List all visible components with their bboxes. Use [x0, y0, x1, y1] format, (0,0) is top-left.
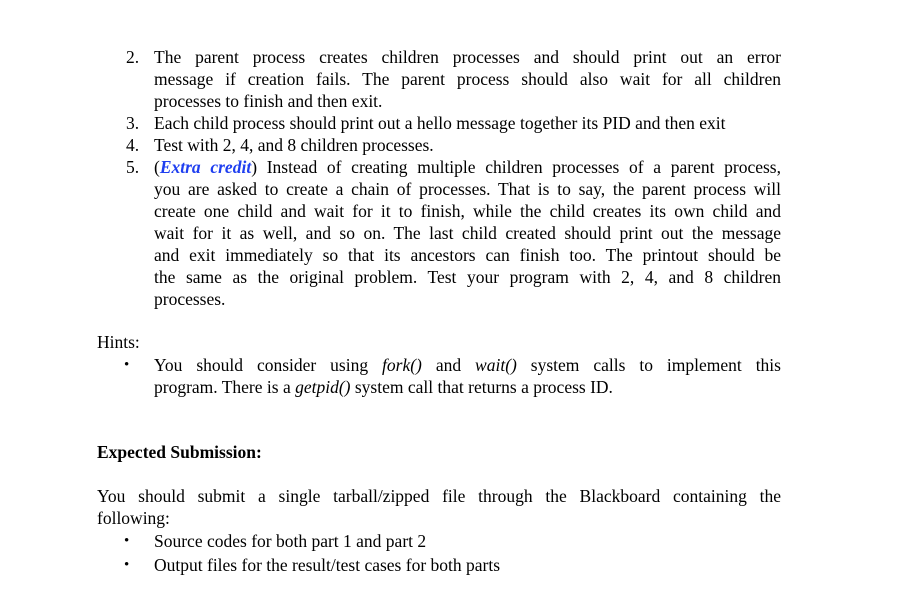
- bullet-icon: •: [124, 533, 130, 549]
- hints-label: Hints:: [97, 332, 140, 352]
- hint-text: system calls to implement this: [516, 355, 781, 375]
- list-item-text-line: Test with 2, 4, and 8 children processes.: [154, 135, 434, 155]
- list-number: 5.: [126, 157, 140, 177]
- submission-text-line: You should submit a single tarball/zipped file through the Blackboard containing the: [97, 486, 781, 506]
- list-item-text-line: create one child and wait for it to finish, while the child creates its own child and: [154, 201, 781, 221]
- list-item-text-line: you are asked to create a chain of processes. That is to say, the parent process will: [154, 179, 781, 199]
- extra-credit-label: Extra credit: [159, 157, 252, 177]
- fork-call: fork(): [382, 355, 422, 375]
- list-number: 2.: [126, 47, 140, 67]
- wait-call: wait(): [475, 355, 517, 375]
- submission-item-text: Source codes for both part 1 and part 2: [154, 531, 427, 551]
- submission-text-line: following:: [97, 508, 170, 528]
- hint-text-line: [154, 376, 613, 398]
- list-item-text-line: wait for it as well, and so on. The last child created should print out the message: [154, 223, 781, 243]
- bullet-icon: •: [124, 557, 130, 573]
- hint-text: and: [421, 355, 476, 375]
- submission-item-text: Output files for the result/test cases for both parts: [154, 555, 501, 575]
- list-item-text-line: [154, 156, 781, 178]
- list-item-text-line: The parent process creates children processes and should print out an error: [154, 47, 781, 67]
- list-item-text-line: the same as the original problem. Test your program with 2, 4, and 8 children: [154, 267, 781, 287]
- submission-heading: Expected Submission:: [97, 442, 262, 462]
- list-item-text-line: message if creation fails. The parent process should also wait for all children: [154, 69, 781, 89]
- extra-credit-rest: ) Instead of creating multiple children processes of a parent process,: [251, 157, 781, 177]
- bullet-icon: •: [124, 357, 130, 373]
- list-item-text-line: processes.: [154, 289, 226, 309]
- list-item-text-line: Each child process should print out a hello message together its PID and then exit: [154, 113, 726, 133]
- list-item-text-line: and exit immediately so that its ancestors can finish too. The printout should be: [154, 245, 781, 265]
- hint-text: You should consider using: [154, 355, 383, 375]
- list-number: 4.: [126, 135, 140, 155]
- hint-text: system call that returns a process ID.: [350, 377, 613, 397]
- hint-text-line: [154, 354, 781, 376]
- getpid-call: getpid(): [295, 377, 351, 397]
- hint-text: program. There is a: [154, 377, 296, 397]
- list-item-text-line: processes to finish and then exit.: [154, 91, 383, 111]
- list-number: 3.: [126, 113, 140, 133]
- open-paren: (: [154, 157, 160, 177]
